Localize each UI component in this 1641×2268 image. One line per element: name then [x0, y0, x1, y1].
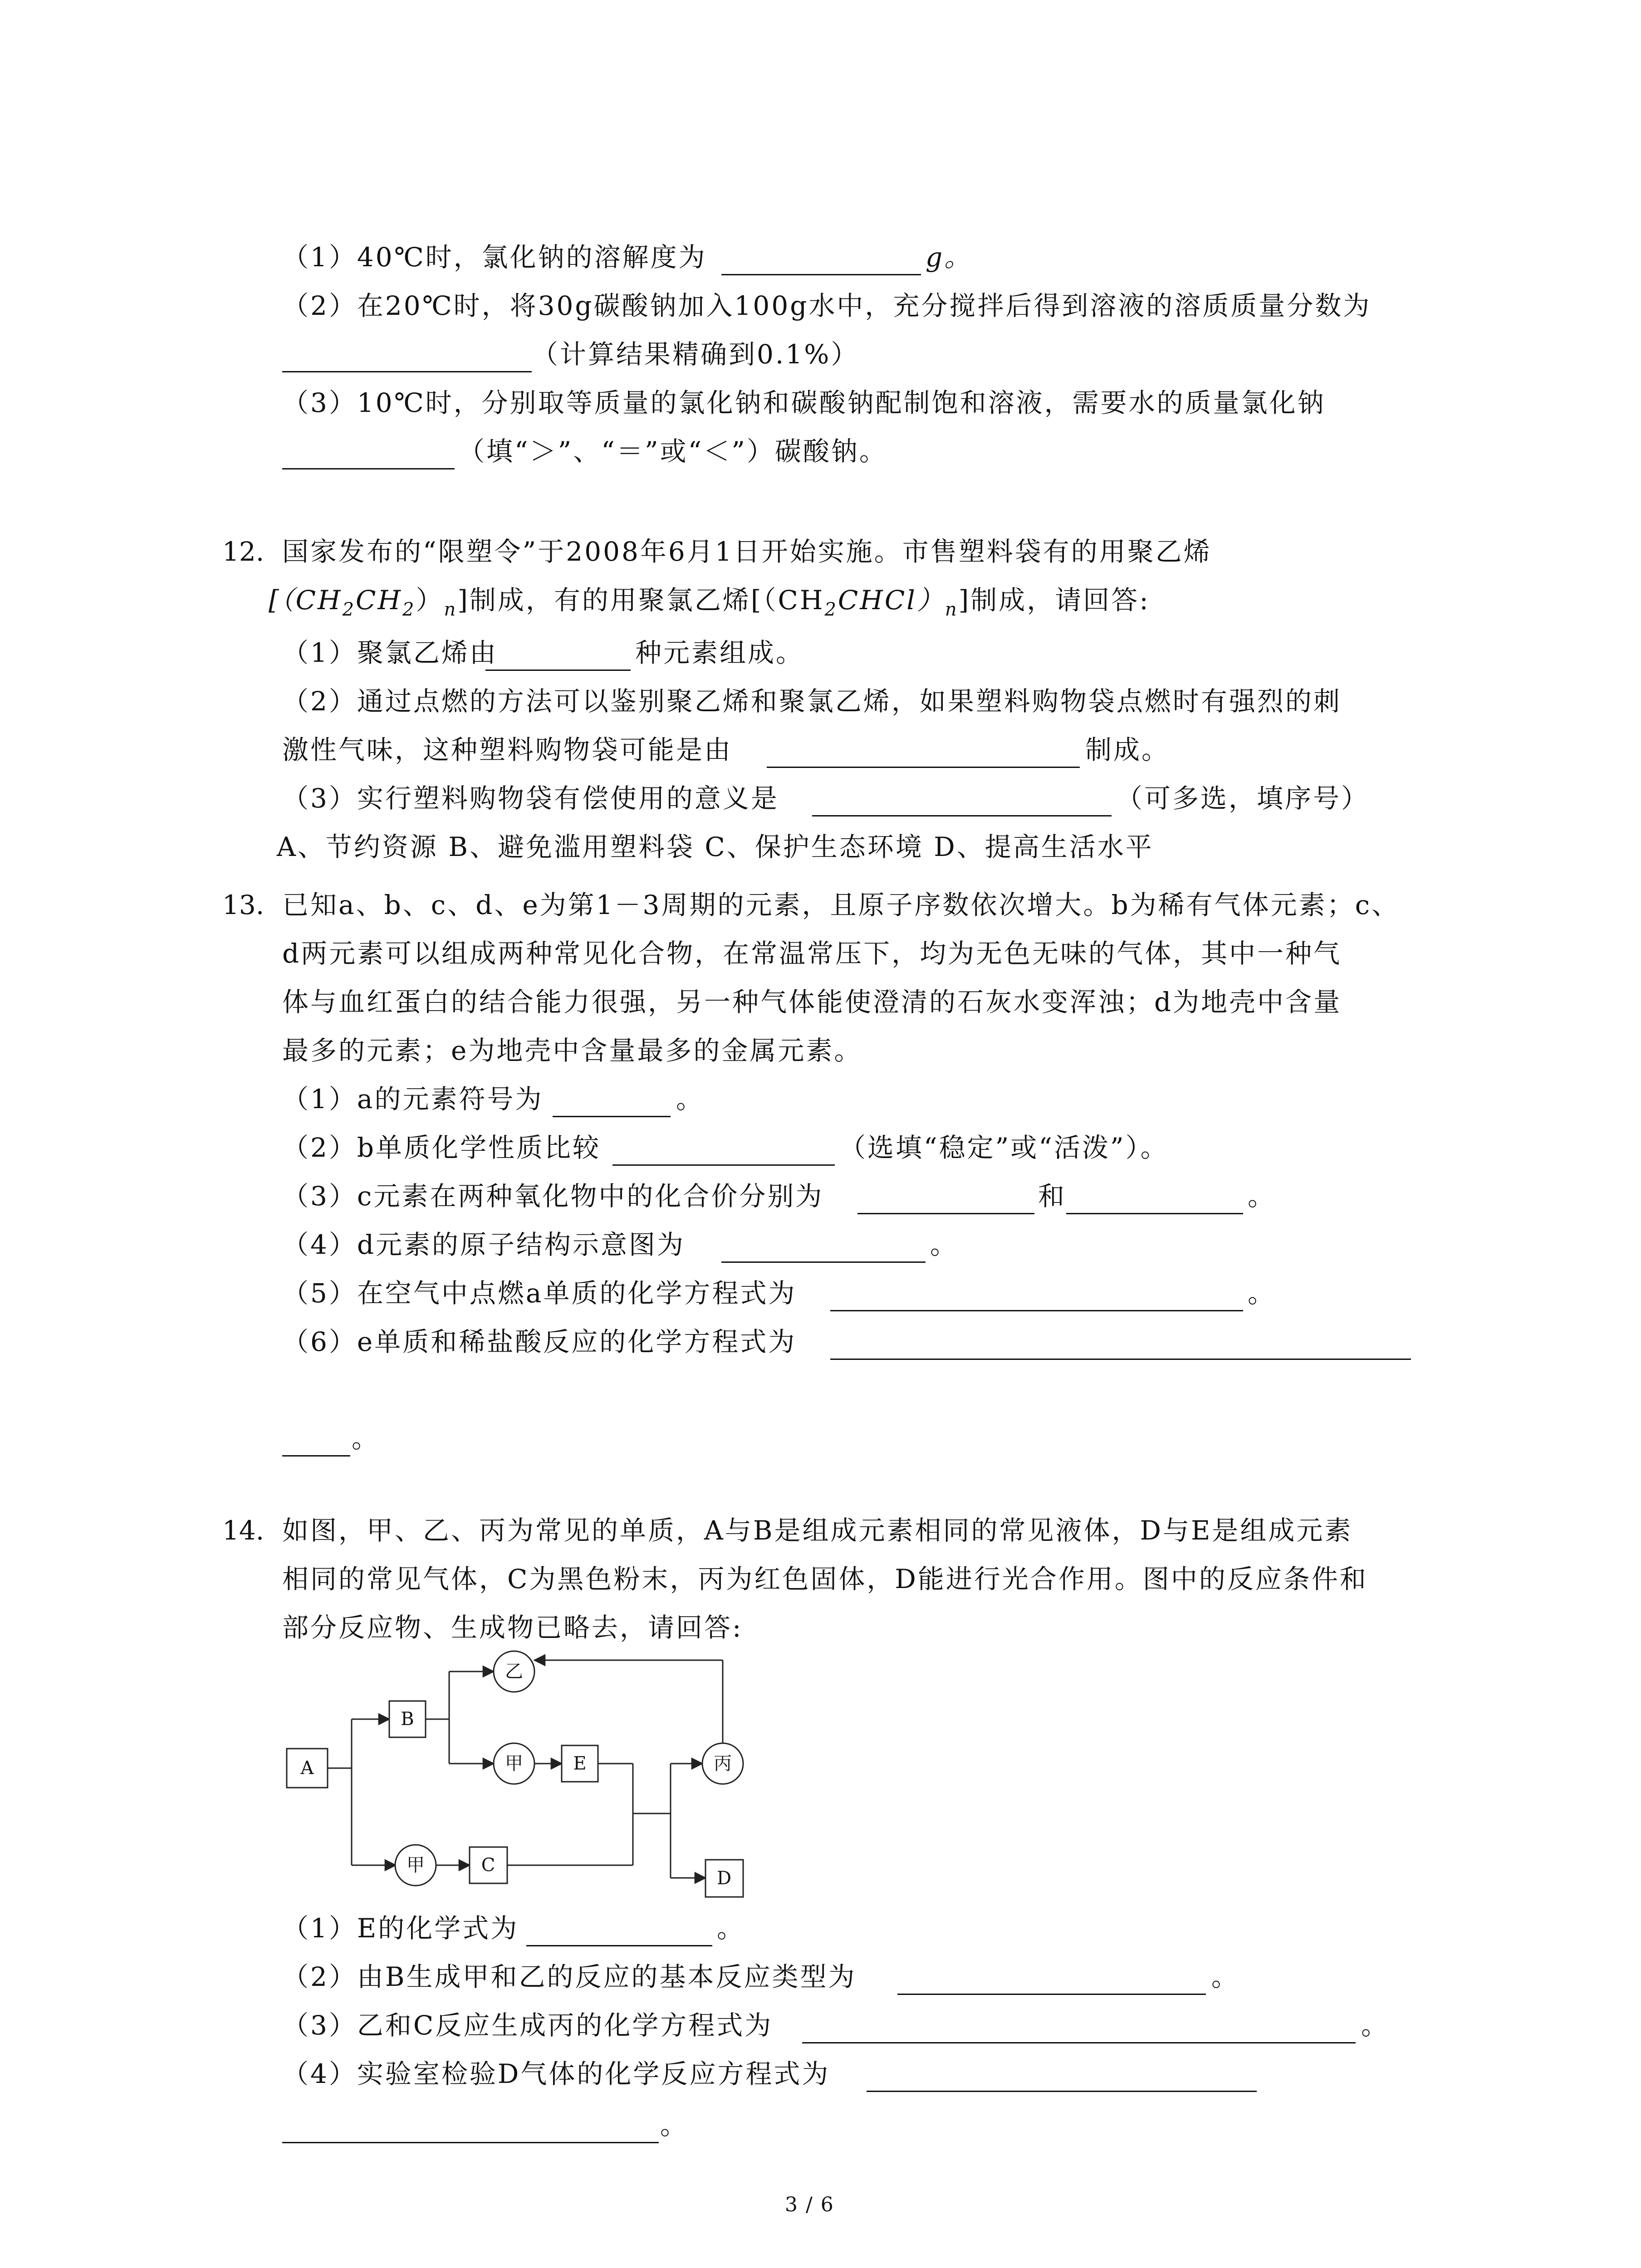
q13-stem-line4: 最多的元素；e为地壳中含量最多的金属元素。 — [282, 1035, 862, 1066]
node-E-label: E — [573, 1753, 587, 1774]
q13-stem-line3: 体与血红蛋白的结合能力很强，另一种气体能使澄清的石灰水变浑浊；d为地壳中含量 — [282, 987, 1342, 1017]
q13-part2-suffix: （选填“稳定”或“活泼”）。 — [839, 1132, 1169, 1163]
q14-part3-prefix: （3）乙和C反应生成丙的化学方程式为 — [282, 2010, 773, 2041]
q13-number: 13. — [222, 890, 265, 920]
q12-stem-part: ） — [416, 585, 444, 616]
q12-part2-line1: （2）通过点燃的方法可以鉴别聚乙烯和聚氯乙烯，如果塑料购物袋点燃时有强烈的刺 — [282, 686, 1342, 717]
q13-part5-suffix: 。 — [1248, 1278, 1276, 1309]
q12-part1-prefix: （1）聚氯乙烯由 — [282, 637, 498, 668]
q12-stem-part: [（CH — [269, 585, 343, 616]
q13-part4-prefix: （4）d元素的原子结构示意图为 — [282, 1229, 686, 1260]
q12-stem-part: ]制成，请回答: — [958, 585, 1150, 616]
q12-subscript: 2 — [342, 599, 356, 620]
q12-stem-line1: 国家发布的“限塑令”于2008年6月1日开始实施。市售塑料袋有的用聚乙烯 — [282, 536, 1212, 567]
q12-part1-suffix: 种元素组成。 — [635, 637, 804, 668]
q11-part2-note: （计算结果精确到0.1%） — [532, 339, 859, 370]
q11-part1-text: （1）40℃时，氯化钠的溶解度为 — [282, 242, 707, 273]
q12-subscript: 2 — [402, 599, 416, 620]
node-D-label: D — [716, 1868, 732, 1889]
q14-part2-suffix: 。 — [1211, 1961, 1240, 1992]
q14-stem-line2: 相同的常见气体，C为黑色粉末，丙为红色固体，D能进行光合作用。图中的反应条件和 — [282, 1564, 1368, 1594]
q13-part5-prefix: （5）在空气中点燃a单质的化学方程式为 — [282, 1278, 797, 1309]
q12-part3-suffix: （可多选，填序号） — [1116, 783, 1370, 814]
q14-answer4-blank[interactable] — [867, 2091, 1257, 2092]
q14-part4-suffix: 。 — [660, 2110, 689, 2141]
q12-part2-line2: 激性气味，这种塑料购物袋可能是由 — [282, 734, 733, 765]
q12-stem-part: CHCl） — [838, 585, 945, 616]
q14-part1-suffix: 。 — [717, 1913, 745, 1944]
q11-part2: （2）在20℃时，将30g碳酸钠加入100g水中，充分搅拌后得到溶液的溶质质量分数为 — [282, 290, 1372, 321]
q11-part3-fill: （填“＞”、“＝”或“＜”）碳酸钠。 — [458, 436, 887, 467]
q14-answer1-blank[interactable] — [526, 1945, 712, 1946]
q12-subscript: n — [945, 599, 959, 620]
q13-stem-line1: 已知a、b、c、d、e为第1－3周期的元素，且原子序数依次增大。b为稀有气体元素；c、 — [282, 890, 1400, 920]
q13-part3-prefix: （3）c元素在两种氧化物中的化合价分别为 — [282, 1181, 824, 1212]
q13-part6-suffix: 。 — [352, 1423, 380, 1454]
q14-stem-line1: 如图，甲、乙、丙为常见的单质，A与B是组成元素相同的常见液体，D与E是组成元素 — [282, 1515, 1353, 1546]
node-C-label: C — [481, 1855, 495, 1876]
q12-stem-part: CH — [356, 585, 403, 616]
q14-answer2-blank[interactable] — [897, 1994, 1206, 1995]
node-bing-label: 丙 — [714, 1753, 732, 1774]
q13-stem-line2: d两元素可以组成两种常见化合物，在常温常压下，均为无色无味的气体，其中一种气 — [282, 938, 1342, 969]
node-jia-label: 甲 — [505, 1753, 523, 1774]
q12-subscript: n — [444, 599, 458, 620]
q13-part1-prefix: （1）a的元素符号为 — [282, 1084, 544, 1114]
node-jia2-label: 甲 — [407, 1855, 425, 1876]
q12-stem-part: ]制成，有的用聚氯乙烯[（CH — [457, 585, 825, 616]
q14-part4-prefix: （4）实验室检验D气体的化学反应方程式为 — [282, 2058, 830, 2089]
q11-part1-unit: g。 — [926, 242, 973, 273]
q14-part1-prefix: （1）E的化学式为 — [282, 1913, 519, 1944]
q11-part3: （3）10℃时，分别取等质量的氯化钠和碳酸钠配制饱和溶液，需要水的质量氯化钠 — [282, 387, 1326, 418]
q13-part2-prefix: （2）b单质化学性质比较 — [282, 1132, 601, 1163]
q14-part2-prefix: （2）由B生成甲和乙的反应的基本反应类型为 — [282, 1961, 857, 1992]
node-yi-label: 乙 — [505, 1661, 523, 1682]
q14-number: 14. — [222, 1515, 265, 1546]
q14-answer4-blank-cont[interactable] — [282, 2142, 659, 2143]
q14-answer3-blank[interactable] — [802, 2042, 1356, 2043]
node-B-label: B — [401, 1709, 414, 1730]
node-A-label: A — [300, 1758, 314, 1779]
q14-stem-line3: 部分反应物、生成物已略去，请回答: — [282, 1612, 743, 1643]
q13-part1-suffix: 。 — [676, 1084, 705, 1114]
q14-part3-suffix: 。 — [1361, 2010, 1390, 2041]
q13-part3-and: 和 — [1038, 1181, 1067, 1212]
q12-options: A、节约资源 B、避免滥用塑料袋 C、保护生态环境 D、提高生活水平 — [277, 831, 1154, 862]
q12-part3-prefix: （3）实行塑料购物袋有偿使用的意义是 — [282, 783, 779, 814]
q13-part3-suffix: 。 — [1248, 1181, 1276, 1212]
q12-part2-suffix: 制成。 — [1085, 734, 1170, 765]
page-number: 3 / 6 — [785, 2193, 834, 2216]
q12-subscript: 2 — [824, 599, 838, 620]
q13-part6-prefix: （6）e单质和稀盐酸反应的化学方程式为 — [282, 1326, 797, 1357]
q12-number: 12. — [222, 536, 265, 567]
q13-part4-suffix: 。 — [930, 1229, 959, 1260]
